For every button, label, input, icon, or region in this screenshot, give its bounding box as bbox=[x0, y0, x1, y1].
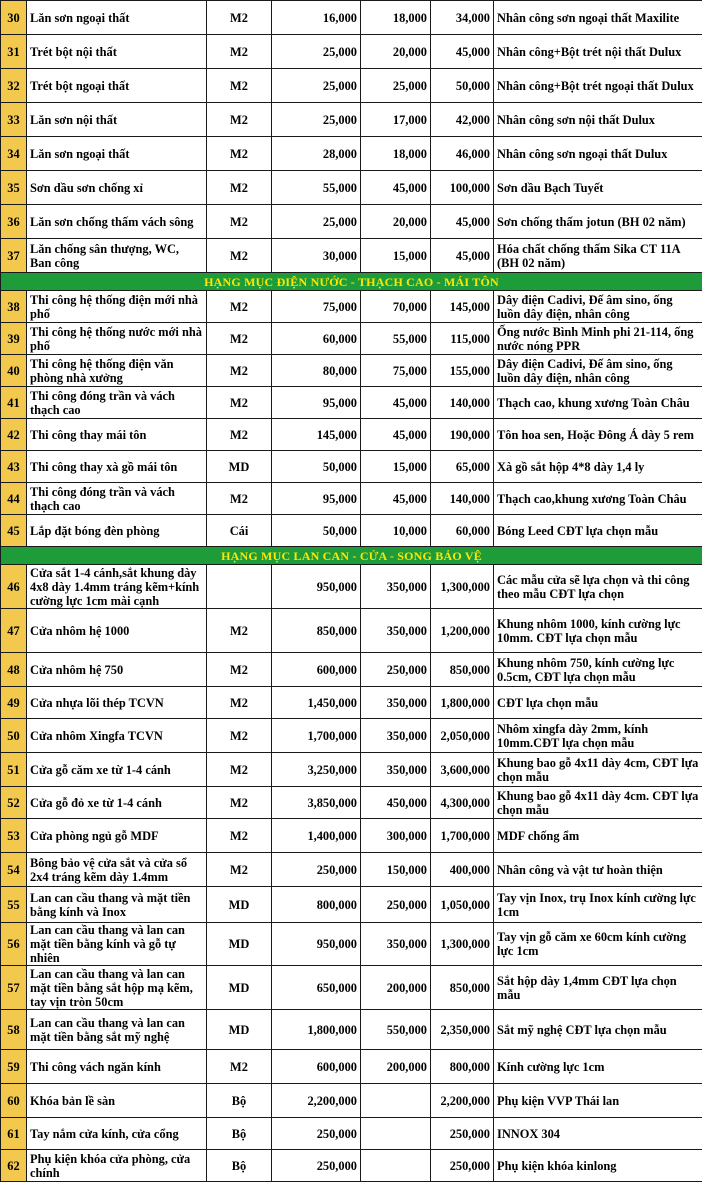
row-number: 56 bbox=[1, 923, 27, 966]
material-price: 25,000 bbox=[272, 103, 361, 137]
total-price: 2,050,000 bbox=[431, 719, 494, 753]
row-number: 52 bbox=[1, 787, 27, 819]
table-row bbox=[1, 1, 702, 35]
note: Dây điện Cadivi, Đế âm sino, ống luồn dây điện, nhân công bbox=[494, 355, 702, 387]
table-row bbox=[1, 1118, 702, 1150]
material-price: 80,000 bbox=[272, 355, 361, 387]
row-number: 48 bbox=[1, 653, 27, 687]
material-price: 30,000 bbox=[272, 239, 361, 273]
table-row bbox=[1, 1010, 702, 1050]
unit: M2 bbox=[207, 609, 272, 653]
material-price: 25,000 bbox=[272, 69, 361, 103]
table-row bbox=[1, 719, 702, 753]
table-row bbox=[1, 387, 702, 419]
labor-price: 20,000 bbox=[361, 205, 431, 239]
labor-price: 18,000 bbox=[361, 137, 431, 171]
unit: Cái bbox=[207, 515, 272, 547]
row-number: 40 bbox=[1, 355, 27, 387]
row-number: 35 bbox=[1, 171, 27, 205]
total-price: 65,000 bbox=[431, 451, 494, 483]
total-price: 1,300,000 bbox=[431, 565, 494, 609]
labor-price: 20,000 bbox=[361, 35, 431, 69]
total-price: 1,200,000 bbox=[431, 609, 494, 653]
unit: M2 bbox=[207, 653, 272, 687]
unit: M2 bbox=[207, 753, 272, 787]
labor-price bbox=[361, 1150, 431, 1182]
item-name: Cửa phòng ngủ gỗ MDF bbox=[27, 819, 207, 853]
table-row bbox=[1, 291, 702, 323]
note: Thạch cao, khung xương Toàn Châu bbox=[494, 387, 702, 419]
note: Bóng Leed CĐT lựa chọn mẫu bbox=[494, 515, 702, 547]
labor-price: 70,000 bbox=[361, 291, 431, 323]
unit: M2 bbox=[207, 419, 272, 451]
item-name: Lăn sơn ngoại thất bbox=[27, 137, 207, 171]
note: Sắt mỹ nghệ CĐT lựa chọn mẫu bbox=[494, 1010, 702, 1050]
item-name: Thi công hệ thống điện văn phòng nhà xưởng bbox=[27, 355, 207, 387]
total-price: 45,000 bbox=[431, 205, 494, 239]
total-price: 34,000 bbox=[431, 1, 494, 35]
total-price: 46,000 bbox=[431, 137, 494, 171]
row-number: 42 bbox=[1, 419, 27, 451]
note: Tay vịn Inox, trụ Inox kính cường lực 1cm bbox=[494, 887, 702, 923]
unit: M2 bbox=[207, 853, 272, 887]
row-number: 30 bbox=[1, 1, 27, 35]
row-number: 37 bbox=[1, 239, 27, 273]
labor-price: 150,000 bbox=[361, 853, 431, 887]
item-name: Cửa nhôm Xingfa TCVN bbox=[27, 719, 207, 753]
item-name: Thi công hệ thống nước mới nhà phố bbox=[27, 323, 207, 355]
labor-price: 250,000 bbox=[361, 653, 431, 687]
row-number: 49 bbox=[1, 687, 27, 719]
item-name: Lan can cầu thang và mặt tiền bằng kính và Inox bbox=[27, 887, 207, 923]
table-row bbox=[1, 1150, 702, 1182]
unit: M2 bbox=[207, 387, 272, 419]
note: Sơn dầu Bạch Tuyết bbox=[494, 171, 702, 205]
section-header bbox=[1, 547, 702, 565]
note: Nhôm xingfa dày 2mm, kính 10mm.CĐT lựa chọn mẫu bbox=[494, 719, 702, 753]
item-name: Cửa nhựa lõi thép TCVN bbox=[27, 687, 207, 719]
item-name: Thi công đóng trần và vách thạch cao bbox=[27, 483, 207, 515]
item-name: Thi công vách ngăn kính bbox=[27, 1050, 207, 1084]
table-row bbox=[1, 966, 702, 1010]
unit: M2 bbox=[207, 819, 272, 853]
labor-price: 45,000 bbox=[361, 419, 431, 451]
item-name: Lăn sơn ngoại thất bbox=[27, 1, 207, 35]
labor-price bbox=[361, 1118, 431, 1150]
total-price: 1,800,000 bbox=[431, 687, 494, 719]
material-price: 250,000 bbox=[272, 853, 361, 887]
material-price: 600,000 bbox=[272, 653, 361, 687]
material-price: 1,700,000 bbox=[272, 719, 361, 753]
table-row bbox=[1, 355, 702, 387]
row-number: 41 bbox=[1, 387, 27, 419]
price-table-body bbox=[1, 1, 702, 1182]
labor-price: 550,000 bbox=[361, 1010, 431, 1050]
item-name: Khóa bản lề sàn bbox=[27, 1084, 207, 1118]
note: Nhân công sơn ngoại thất Dulux bbox=[494, 137, 702, 171]
table-row bbox=[1, 137, 702, 171]
labor-price: 350,000 bbox=[361, 609, 431, 653]
item-name: Phụ kiện khóa cửa phòng, cửa chính bbox=[27, 1150, 207, 1182]
row-number: 57 bbox=[1, 966, 27, 1010]
unit: M2 bbox=[207, 1, 272, 35]
total-price: 250,000 bbox=[431, 1118, 494, 1150]
total-price: 3,600,000 bbox=[431, 753, 494, 787]
row-number: 55 bbox=[1, 887, 27, 923]
table-row bbox=[1, 787, 702, 819]
unit: M2 bbox=[207, 69, 272, 103]
table-row bbox=[1, 609, 702, 653]
item-name: Thi công thay mái tôn bbox=[27, 419, 207, 451]
total-price: 850,000 bbox=[431, 966, 494, 1010]
total-price: 400,000 bbox=[431, 853, 494, 887]
total-price: 4,300,000 bbox=[431, 787, 494, 819]
unit: MD bbox=[207, 1010, 272, 1050]
total-price: 850,000 bbox=[431, 653, 494, 687]
labor-price: 10,000 bbox=[361, 515, 431, 547]
total-price: 100,000 bbox=[431, 171, 494, 205]
item-name: Cửa gỗ căm xe từ 1-4 cánh bbox=[27, 753, 207, 787]
item-name: Cửa nhôm hệ 750 bbox=[27, 653, 207, 687]
item-name: Trét bột ngoại thất bbox=[27, 69, 207, 103]
total-price: 155,000 bbox=[431, 355, 494, 387]
labor-price: 17,000 bbox=[361, 103, 431, 137]
material-price: 25,000 bbox=[272, 35, 361, 69]
note: Phụ kiện khóa kinlong bbox=[494, 1150, 702, 1182]
unit: M2 bbox=[207, 719, 272, 753]
material-price: 95,000 bbox=[272, 387, 361, 419]
row-number: 31 bbox=[1, 35, 27, 69]
table-row bbox=[1, 419, 702, 451]
table-row bbox=[1, 1050, 702, 1084]
total-price: 1,050,000 bbox=[431, 887, 494, 923]
labor-price: 350,000 bbox=[361, 687, 431, 719]
material-price: 950,000 bbox=[272, 923, 361, 966]
note: Phụ kiện VVP Thái lan bbox=[494, 1084, 702, 1118]
note: Khung bao gỗ 4x11 dày 4cm. CĐT lựa chọn mẫu bbox=[494, 787, 702, 819]
note: Tay vịn gỗ căm xe 60cm kính cường lực 1cm bbox=[494, 923, 702, 966]
section-title: HẠNG MỤC LAN CAN - CỬA - SONG BẢO VỆ bbox=[1, 547, 702, 565]
labor-price: 300,000 bbox=[361, 819, 431, 853]
note: Xà gồ sắt hộp 4*8 dày 1,4 ly bbox=[494, 451, 702, 483]
unit: M2 bbox=[207, 239, 272, 273]
table-row bbox=[1, 35, 702, 69]
item-name: Bông bảo vệ cửa sắt và cửa sổ 2x4 tráng kẽm dày 1.4mm bbox=[27, 853, 207, 887]
table-row bbox=[1, 887, 702, 923]
item-name: Sơn dầu sơn chống xỉ bbox=[27, 171, 207, 205]
labor-price: 75,000 bbox=[361, 355, 431, 387]
table-row bbox=[1, 923, 702, 966]
row-number: 59 bbox=[1, 1050, 27, 1084]
material-price: 75,000 bbox=[272, 291, 361, 323]
unit: MD bbox=[207, 887, 272, 923]
material-price: 250,000 bbox=[272, 1150, 361, 1182]
note: Kính cường lực 1cm bbox=[494, 1050, 702, 1084]
material-price: 650,000 bbox=[272, 966, 361, 1010]
table-row bbox=[1, 653, 702, 687]
material-price: 145,000 bbox=[272, 419, 361, 451]
row-number: 45 bbox=[1, 515, 27, 547]
row-number: 44 bbox=[1, 483, 27, 515]
labor-price: 45,000 bbox=[361, 387, 431, 419]
item-name: Lăn sơn chống thấm vách sông bbox=[27, 205, 207, 239]
material-price: 28,000 bbox=[272, 137, 361, 171]
row-number: 39 bbox=[1, 323, 27, 355]
row-number: 32 bbox=[1, 69, 27, 103]
note: Dây điện Cadivi, Đế âm sino, ống luồn dây điện, nhân công bbox=[494, 291, 702, 323]
table-row bbox=[1, 1084, 702, 1118]
total-price: 50,000 bbox=[431, 69, 494, 103]
unit bbox=[207, 565, 272, 609]
table-row bbox=[1, 103, 702, 137]
unit: M2 bbox=[207, 687, 272, 719]
item-name: Lăn chống sân thượng, WC, Ban công bbox=[27, 239, 207, 273]
note: Sắt hộp dày 1,4mm CĐT lựa chọn mẫu bbox=[494, 966, 702, 1010]
unit: Bộ bbox=[207, 1150, 272, 1182]
material-price: 3,850,000 bbox=[272, 787, 361, 819]
total-price: 60,000 bbox=[431, 515, 494, 547]
table-row bbox=[1, 451, 702, 483]
total-price: 42,000 bbox=[431, 103, 494, 137]
row-number: 50 bbox=[1, 719, 27, 753]
unit: M2 bbox=[207, 787, 272, 819]
table-row bbox=[1, 171, 702, 205]
table-row bbox=[1, 687, 702, 719]
unit: M2 bbox=[207, 1050, 272, 1084]
table-row bbox=[1, 205, 702, 239]
labor-price bbox=[361, 1084, 431, 1118]
note: Nhân công và vật tư hoàn thiện bbox=[494, 853, 702, 887]
table-row bbox=[1, 483, 702, 515]
row-number: 38 bbox=[1, 291, 27, 323]
unit: M2 bbox=[207, 103, 272, 137]
labor-price: 45,000 bbox=[361, 171, 431, 205]
material-price: 3,250,000 bbox=[272, 753, 361, 787]
section-header bbox=[1, 273, 702, 291]
total-price: 1,700,000 bbox=[431, 819, 494, 853]
unit: M2 bbox=[207, 483, 272, 515]
material-price: 600,000 bbox=[272, 1050, 361, 1084]
table-row bbox=[1, 853, 702, 887]
material-price: 50,000 bbox=[272, 451, 361, 483]
material-price: 55,000 bbox=[272, 171, 361, 205]
table-row bbox=[1, 69, 702, 103]
material-price: 95,000 bbox=[272, 483, 361, 515]
total-price: 145,000 bbox=[431, 291, 494, 323]
row-number: 60 bbox=[1, 1084, 27, 1118]
note: Sơn chống thấm jotun (BH 02 năm) bbox=[494, 205, 702, 239]
labor-price: 55,000 bbox=[361, 323, 431, 355]
item-name: Lắp đặt bóng đèn phòng bbox=[27, 515, 207, 547]
labor-price: 45,000 bbox=[361, 483, 431, 515]
row-number: 43 bbox=[1, 451, 27, 483]
note: Thạch cao,khung xương Toàn Châu bbox=[494, 483, 702, 515]
labor-price: 25,000 bbox=[361, 69, 431, 103]
material-price: 25,000 bbox=[272, 205, 361, 239]
unit: M2 bbox=[207, 35, 272, 69]
total-price: 140,000 bbox=[431, 387, 494, 419]
note: Nhân công+Bột trét nội thất Dulux bbox=[494, 35, 702, 69]
labor-price: 350,000 bbox=[361, 719, 431, 753]
material-price: 16,000 bbox=[272, 1, 361, 35]
note: Khung nhôm 1000, kính cường lực 10mm. CĐT lựa chọn mẫu bbox=[494, 609, 702, 653]
item-name: Cửa sắt 1-4 cánh,sắt khung dày 4x8 dày 1.4mm tráng kẽm+kính cường lực 1cm mài cạnh bbox=[27, 565, 207, 609]
material-price: 50,000 bbox=[272, 515, 361, 547]
note: Hóa chất chống thấm Sika CT 11A (BH 02 năm) bbox=[494, 239, 702, 273]
item-name: Lan can cầu thang và lan can mặt tiền bằng sắt mỹ nghệ bbox=[27, 1010, 207, 1050]
total-price: 45,000 bbox=[431, 35, 494, 69]
note: CĐT lựa chọn mẫu bbox=[494, 687, 702, 719]
material-price: 1,400,000 bbox=[272, 819, 361, 853]
note: Khung nhôm 750, kính cường lực 0.5cm, CĐT lựa chọn mẫu bbox=[494, 653, 702, 687]
unit: M2 bbox=[207, 291, 272, 323]
item-name: Thi công đóng trần và vách thạch cao bbox=[27, 387, 207, 419]
item-name: Trét bột nội thất bbox=[27, 35, 207, 69]
note: Tôn hoa sen, Hoặc Đông Á dày 5 rem bbox=[494, 419, 702, 451]
note: Khung bao gỗ 4x11 dày 4cm, CĐT lựa chọn mẫu bbox=[494, 753, 702, 787]
row-number: 34 bbox=[1, 137, 27, 171]
labor-price: 350,000 bbox=[361, 923, 431, 966]
note: Nhân công sơn nội thất Dulux bbox=[494, 103, 702, 137]
table-row bbox=[1, 753, 702, 787]
labor-price: 200,000 bbox=[361, 1050, 431, 1084]
note: MDF chống ẩm bbox=[494, 819, 702, 853]
unit: M2 bbox=[207, 205, 272, 239]
item-name: Thi công hệ thống điện mới nhà phố bbox=[27, 291, 207, 323]
row-number: 53 bbox=[1, 819, 27, 853]
labor-price: 18,000 bbox=[361, 1, 431, 35]
note: Ống nước Bình Minh phi 21-114, ống nước nóng PPR bbox=[494, 323, 702, 355]
table-row bbox=[1, 323, 702, 355]
total-price: 140,000 bbox=[431, 483, 494, 515]
row-number: 36 bbox=[1, 205, 27, 239]
row-number: 33 bbox=[1, 103, 27, 137]
table-row bbox=[1, 819, 702, 853]
material-price: 2,200,000 bbox=[272, 1084, 361, 1118]
labor-price: 200,000 bbox=[361, 966, 431, 1010]
material-price: 250,000 bbox=[272, 1118, 361, 1150]
labor-price: 15,000 bbox=[361, 451, 431, 483]
labor-price: 15,000 bbox=[361, 239, 431, 273]
table-row bbox=[1, 239, 702, 273]
material-price: 1,450,000 bbox=[272, 687, 361, 719]
item-name: Lan can cầu thang và lan can mặt tiền bằng sắt hộp mạ kẽm, tay vịn tròn 50cm bbox=[27, 966, 207, 1010]
total-price: 250,000 bbox=[431, 1150, 494, 1182]
section-title: HẠNG MỤC ĐIỆN NƯỚC - THẠCH CAO - MÁI TÔN bbox=[1, 273, 702, 291]
unit: M2 bbox=[207, 355, 272, 387]
row-number: 51 bbox=[1, 753, 27, 787]
row-number: 58 bbox=[1, 1010, 27, 1050]
row-number: 46 bbox=[1, 565, 27, 609]
unit: MD bbox=[207, 451, 272, 483]
total-price: 2,200,000 bbox=[431, 1084, 494, 1118]
unit: Bộ bbox=[207, 1118, 272, 1150]
unit: M2 bbox=[207, 323, 272, 355]
total-price: 190,000 bbox=[431, 419, 494, 451]
unit: M2 bbox=[207, 171, 272, 205]
row-number: 62 bbox=[1, 1150, 27, 1182]
material-price: 1,800,000 bbox=[272, 1010, 361, 1050]
row-number: 61 bbox=[1, 1118, 27, 1150]
item-name: Lan can cầu thang và lan can mặt tiền bằng kính và gỗ tự nhiên bbox=[27, 923, 207, 966]
item-name: Tay nắm cửa kính, cửa cổng bbox=[27, 1118, 207, 1150]
material-price: 800,000 bbox=[272, 887, 361, 923]
item-name: Cửa gỗ đỏ xe từ 1-4 cánh bbox=[27, 787, 207, 819]
item-name: Cửa nhôm hệ 1000 bbox=[27, 609, 207, 653]
unit: Bộ bbox=[207, 1084, 272, 1118]
item-name: Lăn sơn nội thất bbox=[27, 103, 207, 137]
table-row bbox=[1, 515, 702, 547]
material-price: 850,000 bbox=[272, 609, 361, 653]
labor-price: 350,000 bbox=[361, 565, 431, 609]
note: INNOX 304 bbox=[494, 1118, 702, 1150]
material-price: 60,000 bbox=[272, 323, 361, 355]
total-price: 800,000 bbox=[431, 1050, 494, 1084]
material-price: 950,000 bbox=[272, 565, 361, 609]
total-price: 45,000 bbox=[431, 239, 494, 273]
item-name: Thi công thay xà gồ mái tôn bbox=[27, 451, 207, 483]
unit: MD bbox=[207, 966, 272, 1010]
total-price: 1,300,000 bbox=[431, 923, 494, 966]
note: Nhân công sơn ngoại thất Maxilite bbox=[494, 1, 702, 35]
labor-price: 350,000 bbox=[361, 753, 431, 787]
row-number: 47 bbox=[1, 609, 27, 653]
unit: MD bbox=[207, 923, 272, 966]
total-price: 2,350,000 bbox=[431, 1010, 494, 1050]
note: Các mẫu cửa sẽ lựa chọn và thi công theo mẫu CĐT lựa chọn bbox=[494, 565, 702, 609]
row-number: 54 bbox=[1, 853, 27, 887]
table-row bbox=[1, 565, 702, 609]
note: Nhân công+Bột trét ngoại thất Dulux bbox=[494, 69, 702, 103]
unit: M2 bbox=[207, 137, 272, 171]
labor-price: 450,000 bbox=[361, 787, 431, 819]
labor-price: 250,000 bbox=[361, 887, 431, 923]
total-price: 115,000 bbox=[431, 323, 494, 355]
